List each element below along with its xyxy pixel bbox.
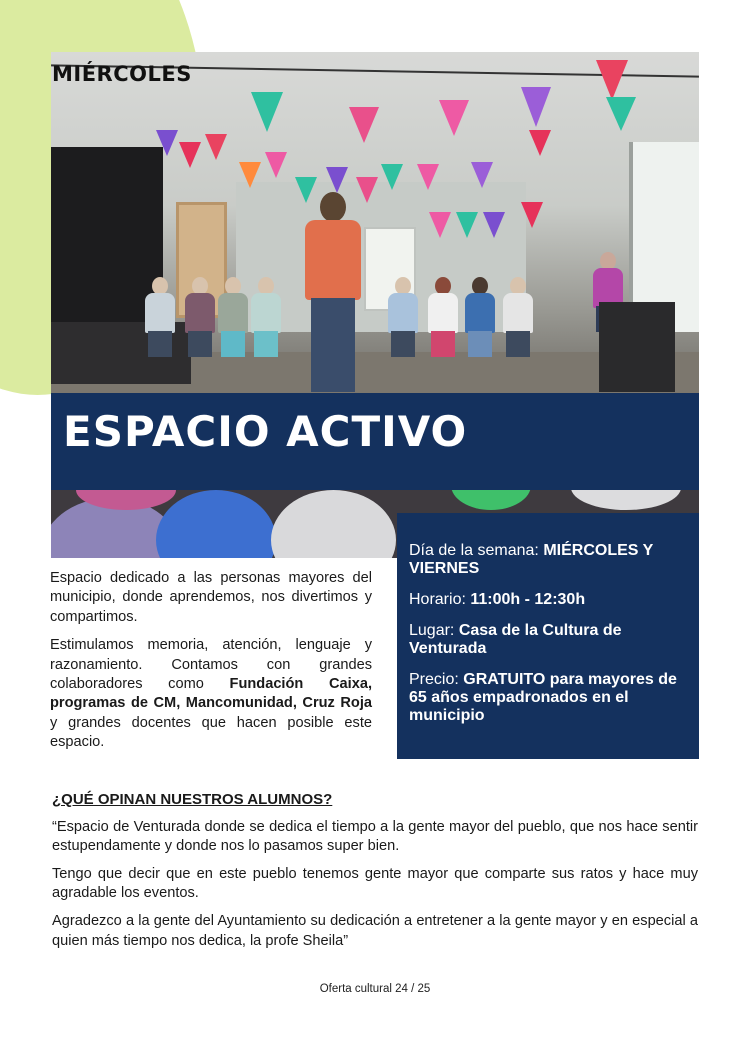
photo-speaker — [599, 302, 675, 392]
photo-bunting-flag — [596, 60, 628, 100]
info-time-label: Horario: — [409, 591, 466, 608]
info-place-value: Casa de la Cultura de Venturada — [409, 622, 622, 657]
info-time-value: 11:00h - 12:30h — [470, 591, 586, 608]
photo-bunting-flag — [326, 167, 348, 193]
photo-bunting-flag — [179, 142, 201, 168]
photo-bunting-flag — [529, 130, 551, 156]
photo-bunting-flag — [521, 202, 543, 228]
intro-paragraph-1: Espacio dedicado a las personas mayores del municipio, donde aprendemos, nos divertimos y compartimos. — [50, 570, 372, 625]
info-price-value: GRATUITO para mayores de 65 años empadronados en el municipio — [409, 671, 677, 724]
page-footer: Oferta cultural 24 / 25 — [319, 983, 431, 995]
balloon — [156, 490, 276, 558]
info-day — [409, 542, 687, 578]
info-place-label: Lugar: — [409, 622, 455, 639]
info-day-label: Día de la semana: — [409, 542, 539, 559]
info-box — [397, 513, 699, 759]
info-day-value: MIÉRCOLES Y VIERNES — [409, 542, 653, 577]
testimonial-quote: Agradezco a la gente del Ayuntamiento su dedicación a entretener a la gente mayor y en especial a quien más tiempo nos dedica, la profe Sheila” — [52, 912, 698, 949]
photo-seated-person — [143, 277, 177, 357]
photo-seated-person — [501, 277, 535, 357]
photo-bunting-flag — [251, 92, 283, 132]
info-place — [409, 622, 687, 658]
photo-bunting-flag — [295, 177, 317, 203]
photo-bunting-flag — [239, 162, 261, 188]
photo-bunting-flag — [265, 152, 287, 178]
testimonial-quote: Tengo que decir que en este pueblo tenemos gente mayor que comparte sus ratos y hace muy agradable los eventos. — [52, 865, 698, 902]
intro-paragraph-2-start: Estimulamos memoria, atención, lenguaje y razonamiento. Contamos con grandes colaboradores como — [50, 637, 372, 693]
photo-bunting-flag — [417, 164, 439, 190]
photo-bunting-flag — [471, 162, 493, 188]
info-price-label: Precio: — [409, 671, 459, 688]
balloon — [271, 490, 396, 558]
balloon — [451, 490, 531, 510]
photo-bunting-flag — [156, 130, 178, 156]
intro-text — [50, 569, 372, 762]
balloon — [571, 490, 681, 510]
title-banner — [51, 393, 699, 490]
info-time — [409, 591, 687, 609]
photo-bunting-flag — [356, 177, 378, 203]
photo-bunting-flag — [439, 100, 469, 136]
photo-bunting-flag — [521, 87, 551, 127]
photo-instructor — [301, 192, 363, 392]
photo-bunting-flag — [381, 164, 403, 190]
photo-seated-person — [249, 277, 283, 357]
photo-bunting-flag — [483, 212, 505, 238]
collaborators-list: Fundación Caixa, programas de CM, Mancomunidad, Cruz Roja — [50, 676, 372, 712]
photo-seated-person — [426, 277, 460, 357]
day-label: MIÉRCOLES — [52, 62, 192, 86]
testimonials-heading: ¿QUÉ OPINAN NUESTROS ALUMNOS? — [52, 791, 333, 808]
intro-paragraph-2 — [50, 636, 372, 752]
photo-bunting-flag — [606, 97, 636, 131]
testimonial-quote: “Espacio de Venturada donde se dedica el tiempo a la gente mayor del pueblo, que nos hace sentir estupendamente y donde nos lo pasamos super bien. — [52, 818, 698, 855]
photo-bunting-flag — [205, 134, 227, 160]
photo-seated-person — [183, 277, 217, 357]
photo-seated-person — [386, 277, 420, 357]
photo-seated-person — [463, 277, 497, 357]
photo-bunting-flag — [429, 212, 451, 238]
page-title: ESPACIO ACTIVO — [63, 407, 468, 456]
photo-seated-person — [216, 277, 250, 357]
intro-paragraph-2-end: y grandes docentes que hacen posible este espacio. — [50, 714, 372, 751]
testimonials-section — [52, 790, 698, 959]
activity-photo — [51, 52, 699, 393]
photo-bunting-flag — [456, 212, 478, 238]
info-price — [409, 671, 687, 725]
photo-bunting-flag — [349, 107, 379, 143]
